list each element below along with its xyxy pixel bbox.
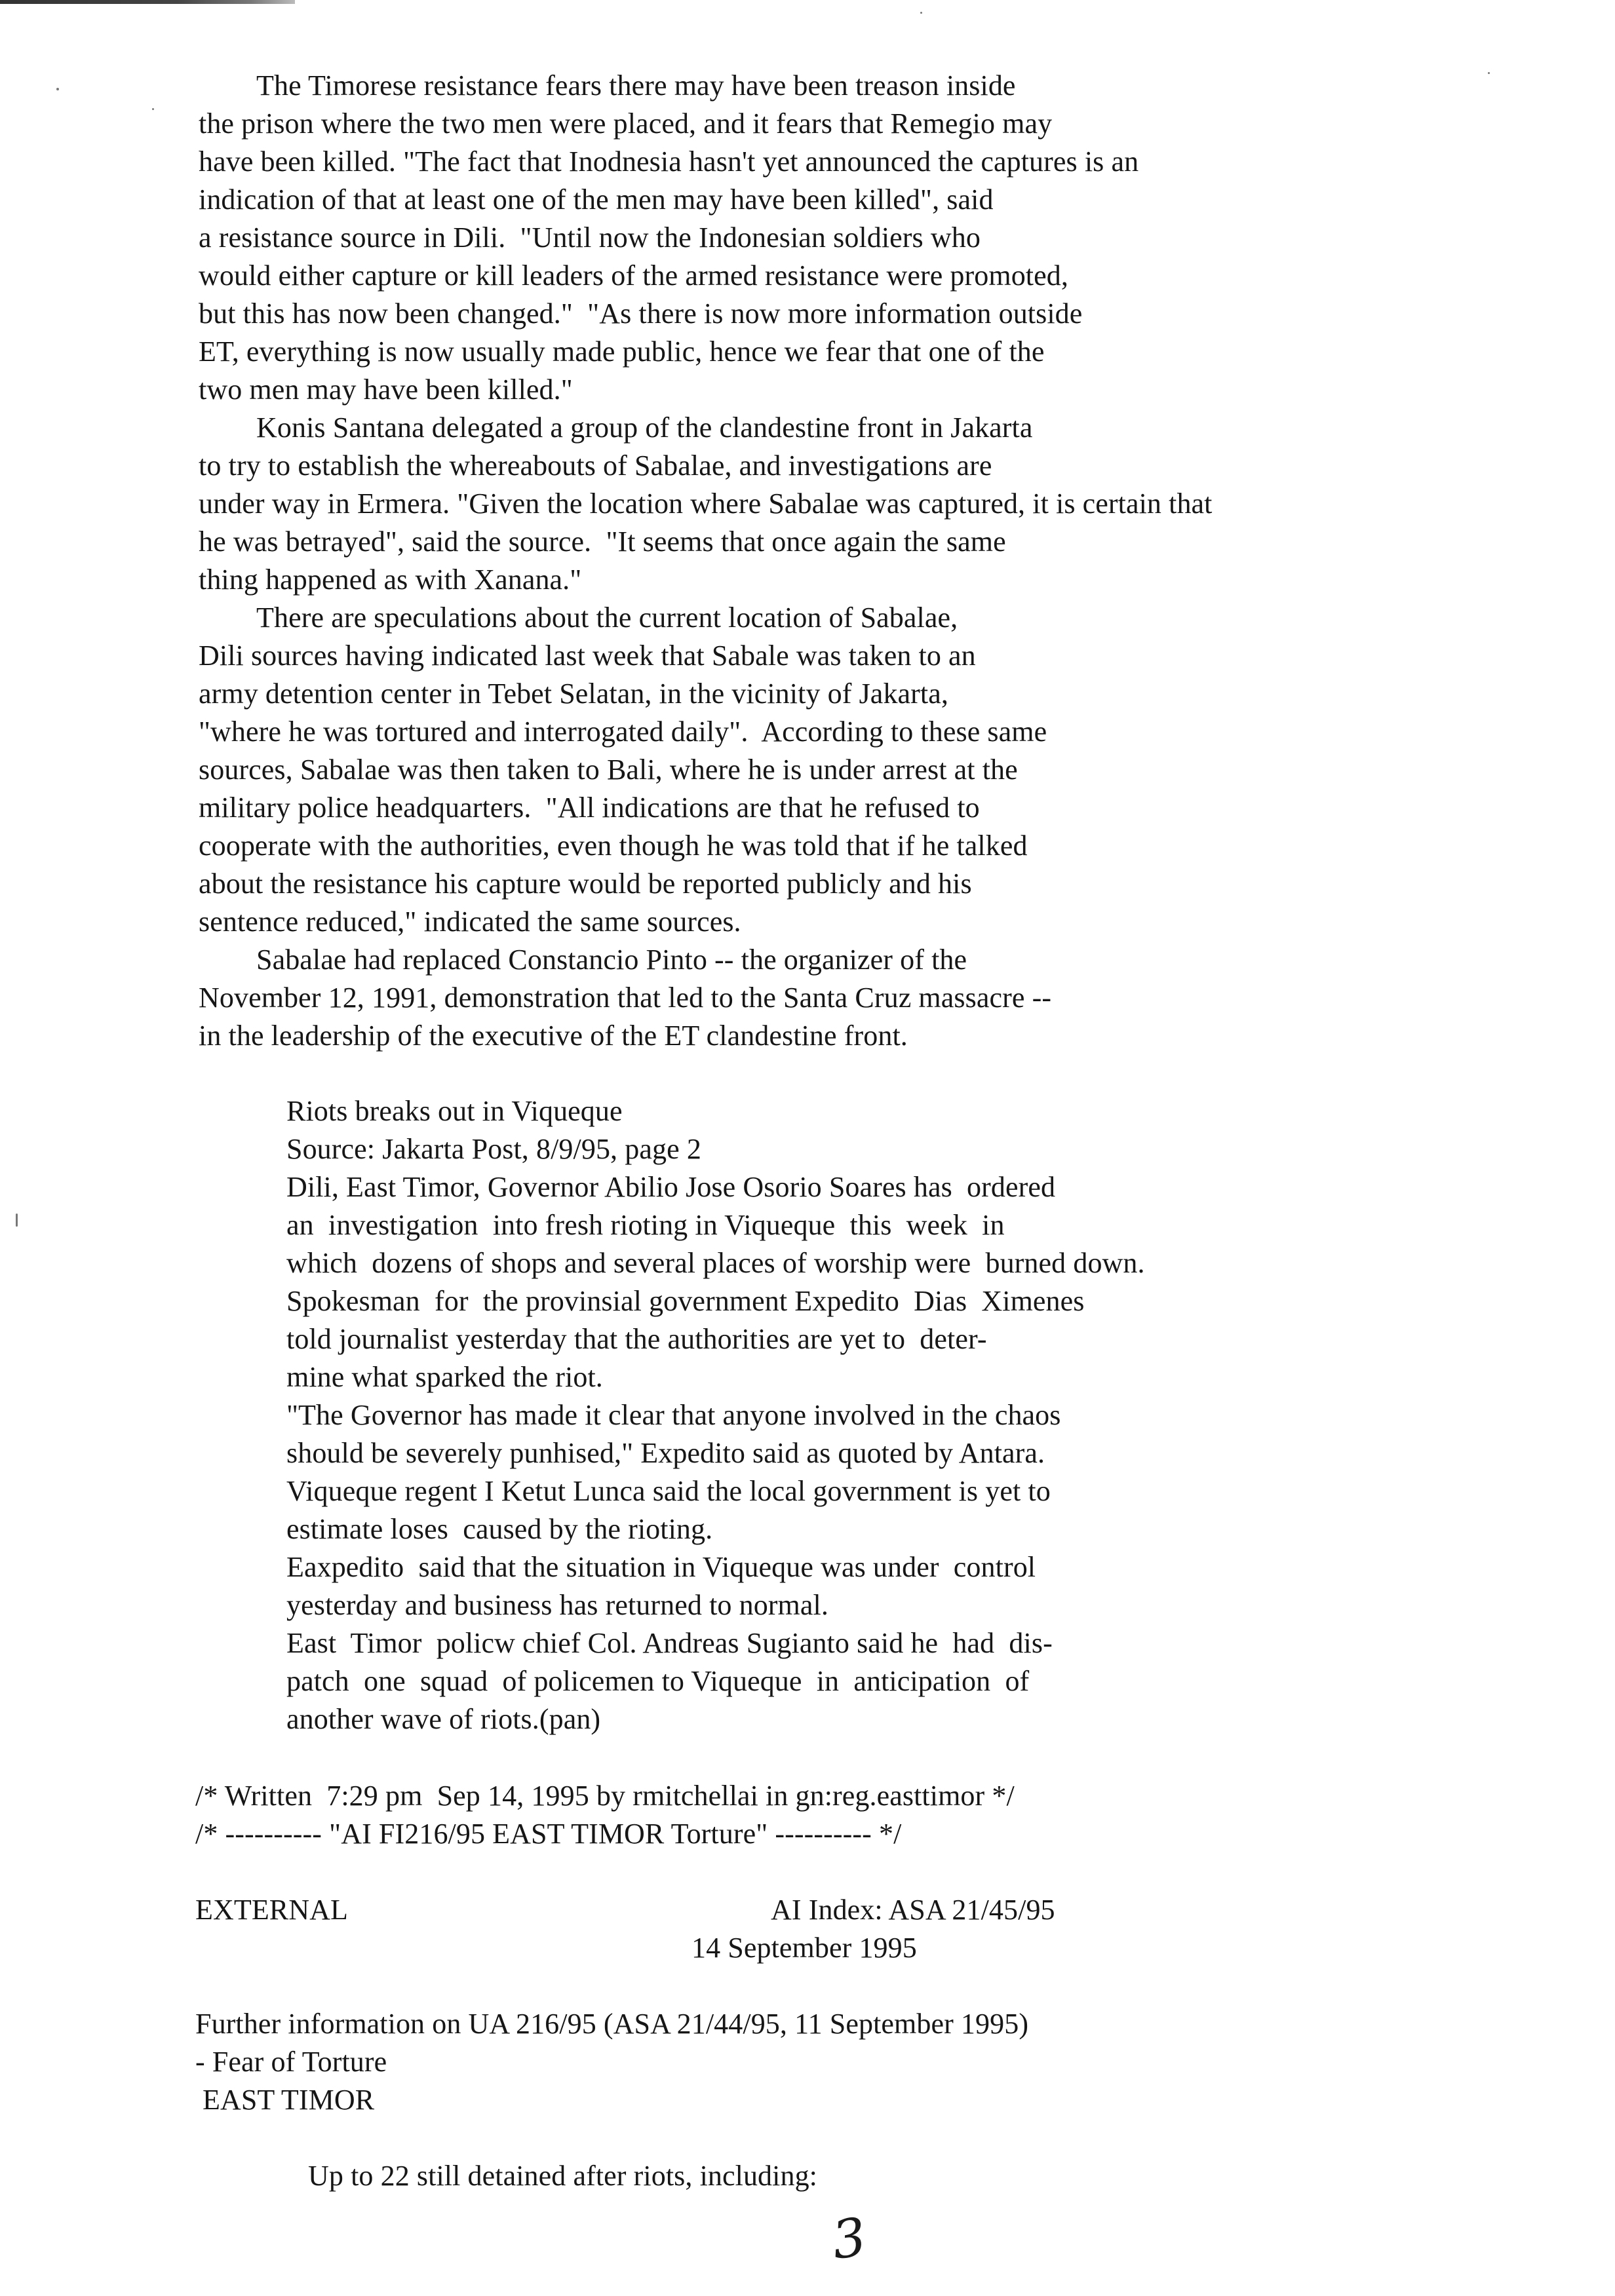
text-line: The Timorese resistance fears there may have been treason inside (256, 69, 1016, 102)
further-info-line: Further information on UA 216/95 (ASA 21/44/95, 11 September 1995) (195, 2008, 1029, 2040)
text-line: sources, Sabalae was then taken to Bali, where he is under arrest at the (199, 754, 1018, 786)
further-info-line: EAST TIMOR (203, 2084, 375, 2116)
text-line: Sabalae had replaced Constancio Pinto -- the organizer of the (256, 944, 967, 976)
article-line: told journalist yesterday that the authorities are yet to deter- (286, 1323, 987, 1355)
text-line: Konis Santana delegated a group of the clandestine front in Jakarta (256, 411, 1033, 444)
scan-speck (1488, 72, 1490, 74)
article-line: Viqueque regent I Ketut Lunca said the local government is yet to (286, 1475, 1051, 1507)
text-line: Dili sources having indicated last week that Sabale was taken to an (199, 640, 976, 672)
post-written-line: /* Written 7:29 pm Sep 14, 1995 by rmitchellai in gn:reg.easttimor */ (195, 1780, 1015, 1812)
text-line: he was betrayed", said the source. "It seems that once again the same (199, 526, 1006, 558)
ai-index: AI Index: ASA 21/45/95 (771, 1894, 1055, 1926)
scan-speck (16, 1214, 18, 1227)
text-line: two men may have been killed." (199, 373, 573, 406)
text-line: cooperate with the authorities, even though he was told that if he talked (199, 830, 1028, 862)
post-title-line: /* ---------- "AI FI216/95 EAST TIMOR Torture" ---------- */ (195, 1818, 902, 1850)
text-line: ET, everything is now usually made public, hence we fear that one of the (199, 335, 1045, 368)
detained-line: Up to 22 still detained after riots, including: (308, 2160, 817, 2192)
text-line: military police headquarters. "All indications are that he refused to (199, 792, 980, 824)
article-line: Spokesman for the provinsial government Expedito Dias Ximenes (286, 1285, 1085, 1317)
text-line: army detention center in Tebet Selatan, in the vicinity of Jakarta, (199, 678, 948, 710)
article-line: Dili, East Timor, Governor Abilio Jose Osorio Soares has ordered (286, 1171, 1056, 1203)
article-headline: Riots breaks out in Viqueque (286, 1095, 623, 1127)
article-line: another wave of riots.(pan) (286, 1703, 601, 1735)
article-line: "The Governor has made it clear that anyone involved in the chaos (286, 1399, 1061, 1431)
article-line: estimate loses caused by the rioting. (286, 1513, 713, 1545)
text-line: thing happened as with Xanana." (199, 564, 582, 596)
scan-speck (152, 108, 154, 110)
article-line: yesterday and business has returned to normal. (286, 1589, 828, 1621)
text-line: There are speculations about the current location of Sabalae, (256, 602, 958, 634)
text-line: November 12, 1991, demonstration that led to the Santa Cruz massacre -- (199, 982, 1052, 1014)
text-line: under way in Ermera. "Given the location where Sabalae was captured, it is certain that (199, 488, 1213, 520)
scan-speck (920, 12, 922, 14)
text-line: in the leadership of the executive of the ET clandestine front. (199, 1020, 908, 1052)
article-line: Eaxpedito said that the situation in Viqueque was under control (286, 1551, 1036, 1583)
text-line: to try to establish the whereabouts of Sabalae, and investigations are (199, 450, 992, 482)
scan-speck (56, 88, 59, 90)
article-line: mine what sparked the riot. (286, 1361, 603, 1393)
text-line: indication of that at least one of the men may have been killed", said (199, 183, 994, 216)
text-line: "where he was tortured and interrogated daily". According to these same (199, 716, 1047, 748)
text-line: a resistance source in Dili. "Until now the Indonesian soldiers who (199, 221, 981, 254)
article-line: which dozens of shops and several places of worship were burned down. (286, 1247, 1145, 1279)
article-line: patch one squad of policemen to Viqueque in anticipation of (286, 1665, 1030, 1697)
text-line: would either capture or kill leaders of the armed resistance were promoted, (199, 259, 1068, 292)
article-line: an investigation into fresh rioting in Viqueque this week in (286, 1209, 1005, 1241)
text-line: the prison where the two men were placed, and it fears that Remegio may (199, 107, 1053, 140)
article-line: should be severely punhised," Expedito said as quoted by Antara. (286, 1437, 1045, 1469)
article-source: Source: Jakarta Post, 8/9/95, page 2 (286, 1133, 701, 1165)
scan-top-rule (0, 0, 295, 4)
text-line: but this has now been changed." "As there is now more information outside (199, 297, 1083, 330)
external-label: EXTERNAL (195, 1894, 348, 1926)
text-line: sentence reduced," indicated the same sources. (199, 906, 741, 938)
text-line: have been killed. "The fact that Inodnesia hasn't yet announced the captures is an (199, 145, 1139, 178)
handwritten-page-number: 3 (828, 2206, 870, 2272)
article-line: East Timor policw chief Col. Andreas Sugianto said he had dis- (286, 1627, 1053, 1659)
text-line: about the resistance his capture would be reported publicly and his (199, 868, 972, 900)
release-date: 14 September 1995 (691, 1932, 917, 1964)
further-info-line: - Fear of Torture (195, 2046, 387, 2078)
